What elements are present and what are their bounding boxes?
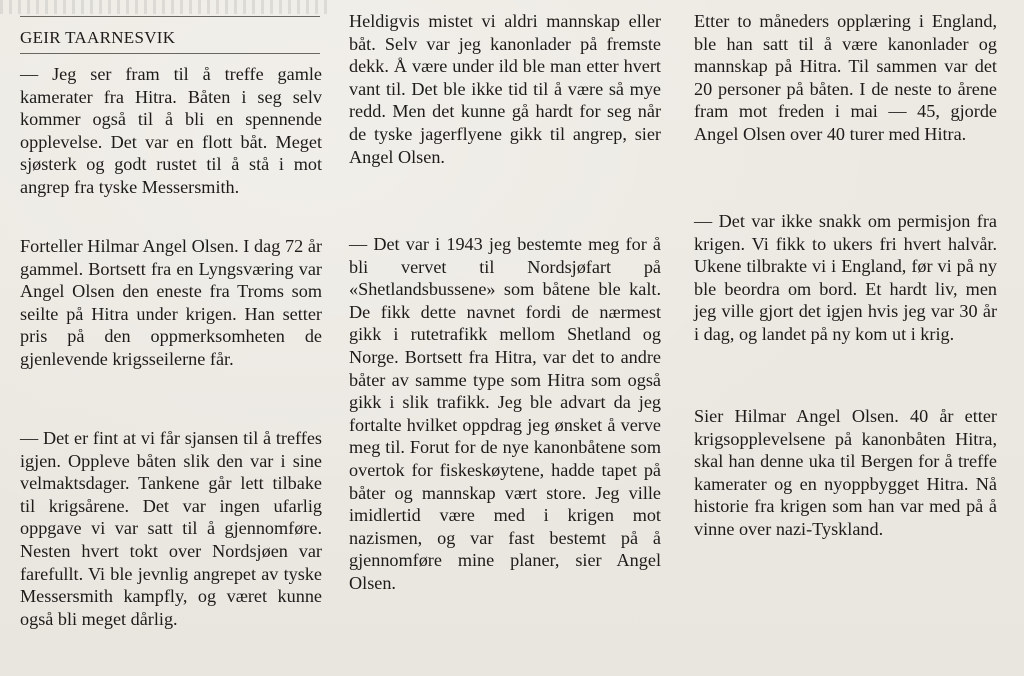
paragraph-gunner-duty: Heldigvis mistet vi aldri mannskap eller båt. Selv var jeg kanonlader på fremste dekk. Å være under ild ble man etter hvert vant til. Det ble ikke tid til å være så mye redd. Men det kunne gå hardt for seg når de tyske jagerflyene gikk til angrep, sier Angel Olsen. bbox=[349, 11, 661, 167]
byline-top-rule bbox=[20, 16, 320, 17]
paragraph-quote-reunion: — Det er fint at vi får sjansen til å treffes igjen. Oppleve båten slik den var i sine velmaktsdager. Tankene går lett tilbake til krigsårene. Det var ingen ufarlig oppgave vi var satt til å gjennomføre. Nesten hvert tokt over Nordsjøen var farefullt. Vi ble jevnlig angrepet av tyske Messersmith kampfly, og været kunne også bli meget dårlig. bbox=[20, 428, 322, 629]
byline-bottom-rule bbox=[20, 53, 320, 54]
paragraph-training: Etter to måneders opplæring i England, ble han satt til å være kanonlader og mannskap på Hitra. Til sammen var det 20 personer på båten. I de neste to årene fram mot freden i mai — 45, gjorde Angel Olsen over 40 turer med Hitra. bbox=[694, 11, 997, 144]
bleed-through-texture bbox=[0, 0, 330, 14]
paragraph-shetland-bus: — Det var i 1943 jeg bestemte meg for å bli vervet til Nordsjøfart på «Shetlandsbussene» som båtene ble kalt. De fikk dette navnet fordi de nærmest gikk i rutetrafikk mellom Shetland og Norge. Bortsett fra Hitra, var det to andre båter av samme type som Hitra som også gikk i slik trafikk. Jeg ble advart da jeg fortalte hvilket oppdrag jeg ønsket å verve meg til. Forut for de nye kanonbåtene som overtok for fiskeskøytene, hadde tapet på båter og mannskap vært store. Jeg ville imidlertid være med i krigen mot nazismen, og var fast bestemt på å gjennomføre mine planer, sier Angel Olsen. bbox=[349, 234, 661, 593]
paragraph-narration: Forteller Hilmar Angel Olsen. I dag 72 år gammel. Bortsett fra en Lyngsværing var Angel Olsen den eneste fra Troms som seilte på Hitra under krigen. Han setter pris på den oppmerksomheten de gjenlevende krigsseilerne får. bbox=[20, 236, 322, 369]
paragraph-quote-intro: — Jeg ser fram til å treffe gamle kamerater fra Hitra. Båten i seg selv kommer også til å bli en spennende opplevelse. Det var en flott båt. Meget sjøsterk og godt rustet til å stå i mot angrep fra tyske Messersmith. bbox=[20, 64, 322, 197]
paragraph-leave: — Det var ikke snakk om permisjon fra krigen. Vi fikk to ukers fri hvert halvår. Ukene tilbrakte vi i England, før vi på ny ble beordra om bord. Et hardt liv, men jeg ville gjort det igjen hvis jeg var 30 år i dag, og landet på ny kom ut i krig. bbox=[694, 211, 997, 344]
paragraph-closing: Sier Hilmar Angel Olsen. 40 år etter krigsopplevelsene på kanonbåten Hitra, skal han denne uka til Bergen for å treffe kamerater og en nyoppbygget Hitra. Nå historie fra krigen som han var med på å vinne over nazi-Tyskland. bbox=[694, 406, 997, 539]
byline: GEIR TAARNESVIK bbox=[20, 28, 176, 47]
